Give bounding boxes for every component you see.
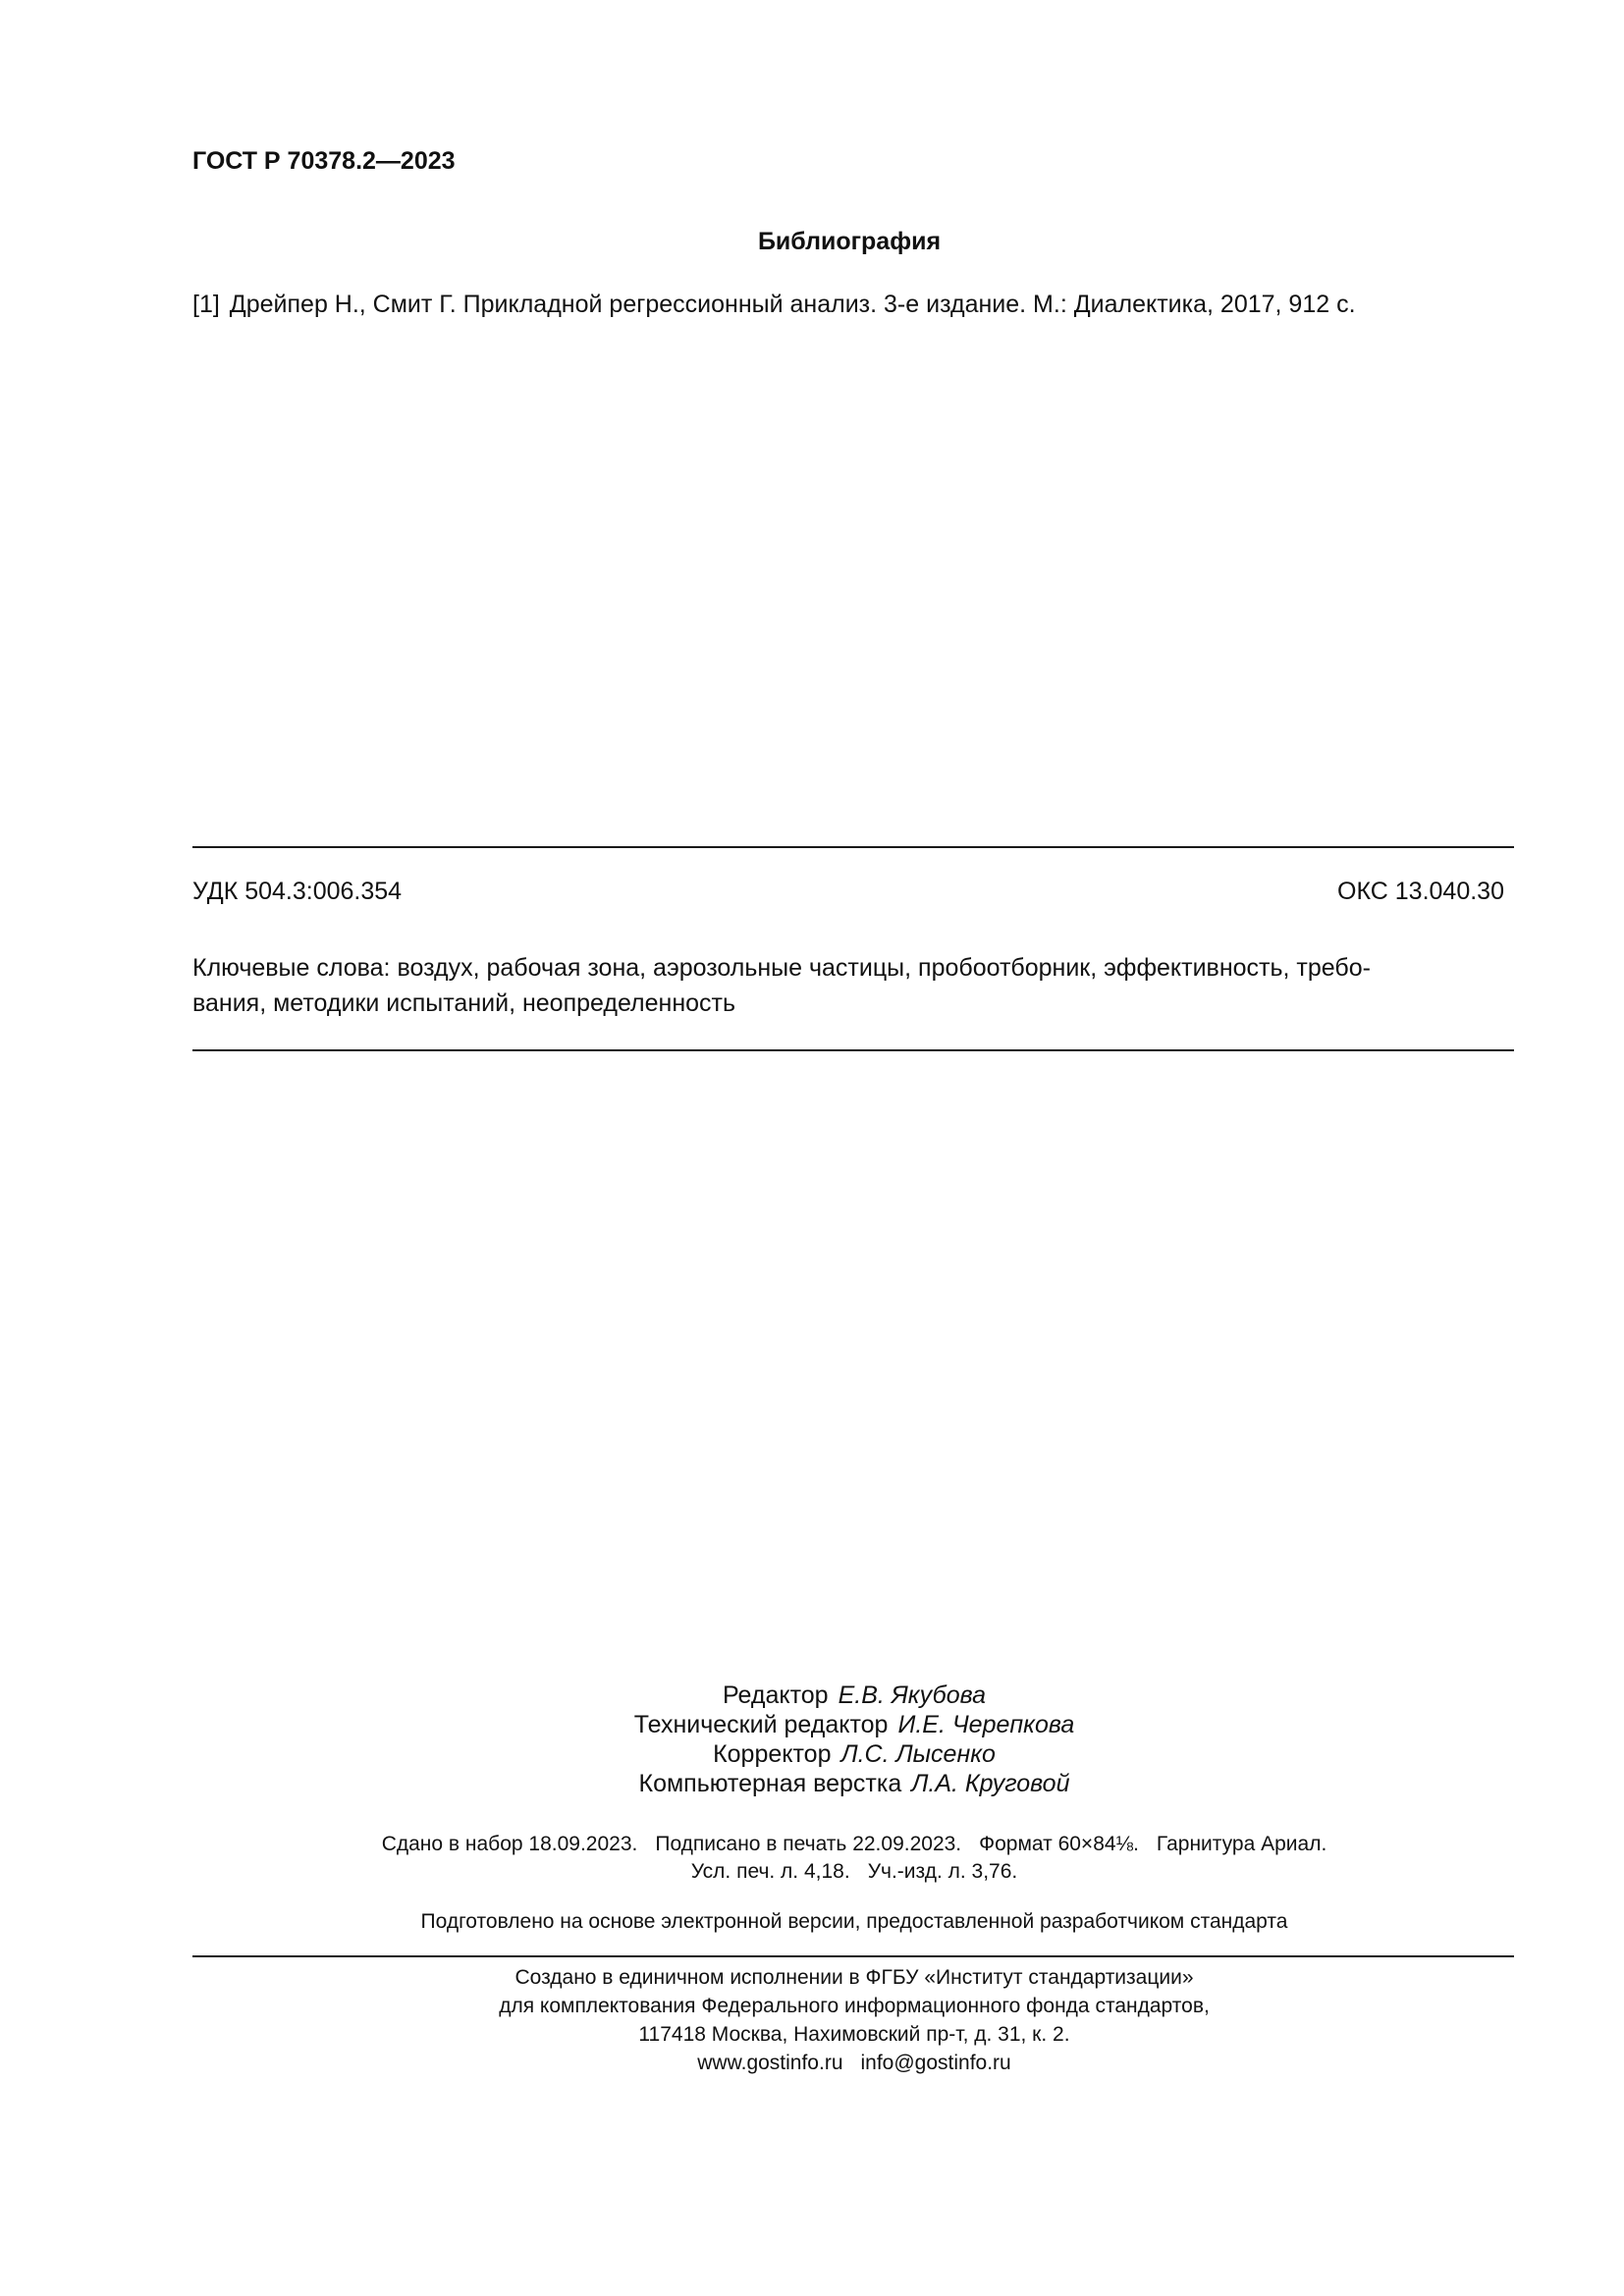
document-code: ГОСТ Р 70378.2—2023 bbox=[192, 147, 456, 175]
oks-code: ОКС 13.040.30 bbox=[1337, 878, 1504, 905]
bibliography-item-number: [1] bbox=[192, 291, 220, 318]
credit-name: Е.В. Якубова bbox=[838, 1682, 987, 1709]
divider-keywords bbox=[192, 1049, 1514, 1051]
divider-footer bbox=[192, 1955, 1514, 1957]
footer-line-3: 117418 Москва, Нахимовский пр-т, д. 31, к. 2. bbox=[638, 2023, 1070, 2046]
credit-tech-editor bbox=[0, 1710, 1624, 1739]
bibliography-item-text: Дрейпер Н., Смит Г. Прикладной регрессионный анализ. 3-е издание. М.: Диалектика, 2017, 912 с. bbox=[229, 291, 1356, 318]
credit-layout bbox=[0, 1769, 1624, 1798]
keywords-line-1: Ключевые слова: воздух, рабочая зона, аэрозольные частицы, пробоотборник, эффективность, требо- bbox=[192, 954, 1371, 982]
divider-top bbox=[192, 846, 1514, 848]
credit-name: И.Е. Черепкова bbox=[897, 1711, 1075, 1738]
credit-name: Л.С. Лысенко bbox=[840, 1740, 996, 1768]
credit-name: Л.А. Круговой bbox=[911, 1770, 1070, 1797]
imprint-print-sheets: Усл. печ. л. 4,18. bbox=[690, 1860, 850, 1883]
imprint-line-1 bbox=[0, 1831, 1624, 1858]
footer-contacts bbox=[0, 2049, 1624, 2077]
imprint-font: Гарнитура Ариал. bbox=[1156, 1833, 1327, 1855]
imprint-line-2 bbox=[0, 1858, 1624, 1886]
credit-proofreader bbox=[0, 1739, 1624, 1769]
keywords-line-2: вания, методики испытаний, неопределенность bbox=[192, 989, 736, 1017]
imprint-format: Формат 60×84⅛. bbox=[979, 1833, 1139, 1855]
prepared-note: Подготовлено на основе электронной версии, предоставленной разработчиком стандарта bbox=[420, 1910, 1288, 1933]
credits-block bbox=[0, 1681, 1624, 1798]
credit-role: Редактор bbox=[722, 1682, 829, 1709]
keywords bbox=[192, 950, 1514, 1021]
udk-code: УДК 504.3:006.354 bbox=[192, 878, 403, 905]
imprint-signed: Подписано в печать 22.09.2023. bbox=[655, 1833, 962, 1855]
footer-email-link[interactable]: info@gostinfo.ru bbox=[860, 2052, 1011, 2074]
footer-block bbox=[0, 1963, 1624, 2077]
footer-line-2: для комплектования Федерального информационного фонда стандартов, bbox=[499, 1995, 1210, 2017]
imprint-block bbox=[0, 1831, 1624, 1886]
bibliography-title: Библиография bbox=[757, 228, 942, 255]
credit-role: Технический редактор bbox=[633, 1711, 889, 1738]
credit-editor bbox=[0, 1681, 1624, 1710]
footer-website-link[interactable]: www.gostinfo.ru bbox=[697, 2052, 843, 2074]
credit-role: Корректор bbox=[713, 1740, 832, 1768]
imprint-pub-sheets: Уч.-изд. л. 3,76. bbox=[867, 1860, 1018, 1883]
credit-role: Компьютерная верстка bbox=[638, 1770, 902, 1797]
imprint-sent: Сдано в набор 18.09.2023. bbox=[381, 1833, 638, 1855]
bibliography-item bbox=[192, 291, 1356, 319]
footer-line-1: Создано в единичном исполнении в ФГБУ «Институт стандартизации» bbox=[514, 1966, 1194, 1989]
